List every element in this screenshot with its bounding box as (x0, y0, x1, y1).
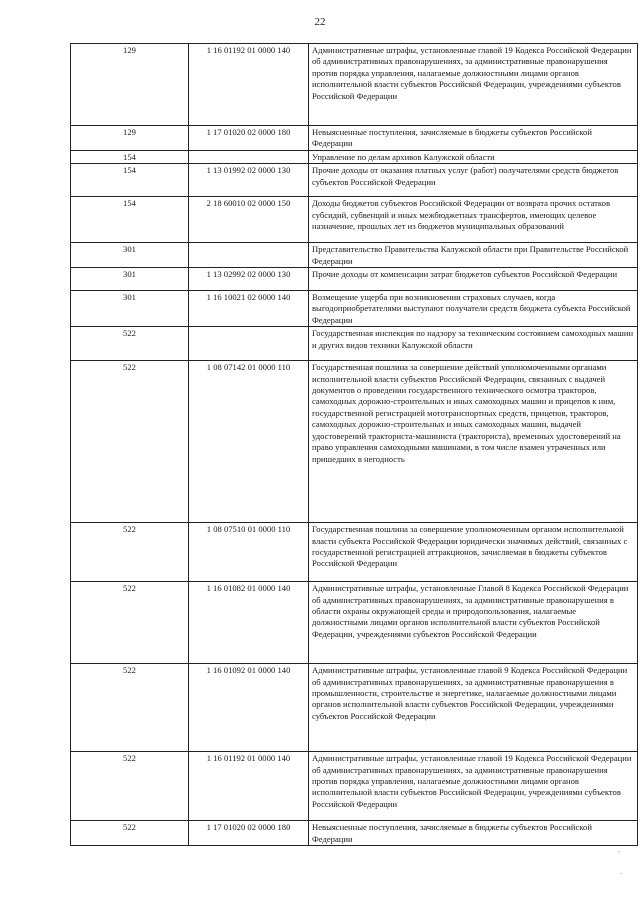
budget-code-cell (189, 327, 309, 361)
table-row (71, 752, 638, 821)
table-row (71, 44, 638, 126)
admin-code-cell: 301 (71, 243, 189, 268)
table-row (71, 268, 638, 291)
table-row (71, 164, 638, 197)
admin-code-cell: 301 (71, 291, 189, 327)
revenue-name-cell: Невыясненные поступления, зачисляемые в бюджеты субъектов Российской Федерации (309, 126, 638, 151)
admin-code-cell: 522 (71, 664, 189, 752)
scan-artifact: · (618, 848, 621, 856)
table-row (71, 821, 638, 846)
table-row (71, 664, 638, 752)
admin-code-cell: 301 (71, 268, 189, 291)
budget-code-cell (189, 150, 309, 163)
revenue-name-cell: Административные штрафы, установленные Главой 8 Кодекса Российской Федерации об административных правонарушениях, за административные правонарушения в области охраны окружающей среды и природопользования, налагаемые должностными лицами органов исполнительной власти субъектов Российской Федерации, учреждениями субъектов Российской Федерации (309, 582, 638, 664)
revenue-name-cell: Прочие доходы от компенсации затрат бюджетов субъектов Российской Федерации (309, 268, 638, 291)
revenue-name-cell: Административные штрафы, установленные главой 19 Кодекса Российской Федерации об административных правонарушениях, за административные правонарушения против порядка управления, налагаемые должностными лицами органов исполнительной власти субъектов Российской Федерации, учреждениями субъектов Российской Федерации (309, 752, 638, 821)
admin-code-cell: 522 (71, 523, 189, 582)
revenue-name-cell: Административные штрафы, установленные главой 9 Кодекса Российской Федерации об административных правонарушениях, за административные правонарушения в промышленности, строительстве и энергетике, налагаемые должностными лицами органов исполнительной власти субъектов Российской Федерации, учреждениями субъектов Российской Федерации (309, 664, 638, 752)
table-row (71, 126, 638, 151)
budget-code-cell: 1 08 07142 01 0000 110 (189, 361, 309, 523)
table-row (71, 582, 638, 664)
table-row (71, 150, 638, 163)
revenue-name-cell: Доходы бюджетов субъектов Российской Федерации от возврата прочих остатков субсидий, субвенций и иных межбюджетных трансфертов, имеющих целевое назначение, прошлых лет из бюджетов муниципальных образований (309, 197, 638, 243)
revenue-name-cell: Административные штрафы, установленные главой 19 Кодекса Российской Федерации об административных правонарушениях, за административные правонарушения против порядка управления, налагаемые должностными лицами органов исполнительной власти субъектов Российской Федерации, учреждениями субъектов Российской Федерации (309, 44, 638, 126)
admin-code-cell: 154 (71, 150, 189, 163)
table-body (71, 44, 638, 846)
budget-code-cell: 2 18 60010 02 0000 150 (189, 197, 309, 243)
table-row (71, 291, 638, 327)
budget-code-cell: 1 16 01092 01 0000 140 (189, 664, 309, 752)
revenue-name-cell: Невыясненные поступления, зачисляемые в бюджеты субъектов Российской Федерации (309, 821, 638, 846)
admin-code-cell: 522 (71, 752, 189, 821)
revenue-name-cell: Государственная пошлина за совершение уполномоченным органом исполнительной власти субъекта Российской Федерации юридически значимых действий, связанных с государственной регистрацией аттракционов, зачисляемая в бюджеты субъектов Российской Федерации (309, 523, 638, 582)
table-row (71, 361, 638, 523)
revenue-name-cell: Прочие доходы от оказания платных услуг (работ) получателями средств бюджетов субъектов Российской Федерации (309, 164, 638, 197)
revenue-name-cell: Возмещение ущерба при возникновении страховых случаев, когда выгодоприобретателями выступают получатели средств бюджета субъекта Российской Федерации (309, 291, 638, 327)
budget-code-cell: 1 08 07510 01 0000 110 (189, 523, 309, 582)
revenue-name-cell: Государственная пошлина за совершение действий уполномоченными органами исполнительной власти субъектов Российской Федерации, связанных с выдачей документов о проведении государственного технического осмотра тракторов, самоходных дорожно-строительных и иных самоходных машин и прицепов к ним, государственной регистрацией мототранспортных средств, прицепов, тракторов, самоходных дорожно-строительных и иных самоходных машин, выдачей удостоверений тракториста-машиниста (тракториста), временных удостоверений на право управления самоходными машинами, в том числе взамен утраченных или пришедших в негодность (309, 361, 638, 523)
budget-code-cell: 1 13 02992 02 0000 130 (189, 268, 309, 291)
table-row (71, 523, 638, 582)
budget-code-cell (189, 243, 309, 268)
page-number: 22 (314, 16, 326, 28)
admin-code-cell: 522 (71, 821, 189, 846)
revenue-codes-table (70, 43, 638, 846)
admin-code-cell: 522 (71, 582, 189, 664)
budget-code-cell: 1 16 01082 01 0000 140 (189, 582, 309, 664)
admin-code-cell: 522 (71, 327, 189, 361)
admin-code-cell: 154 (71, 164, 189, 197)
admin-code-cell: 129 (71, 126, 189, 151)
admin-code-cell: 129 (71, 44, 189, 126)
table-row (71, 197, 638, 243)
budget-code-cell: 1 16 10021 02 0000 140 (189, 291, 309, 327)
budget-code-cell: 1 13 01992 02 0000 130 (189, 164, 309, 197)
budget-code-cell: 1 17 01020 02 0000 180 (189, 126, 309, 151)
admin-code-cell: 154 (71, 197, 189, 243)
revenue-name-cell: Государственная инспекция по надзору за техническим состоянием самоходных машин и других видов техники Калужской области (309, 327, 638, 361)
revenue-name-cell: Управление по делам архивов Калужской области (309, 150, 638, 163)
admin-code-cell: 522 (71, 361, 189, 523)
table-row (71, 327, 638, 361)
budget-code-cell: 1 17 01020 02 0000 180 (189, 821, 309, 846)
budget-code-cell: 1 16 01192 01 0000 140 (189, 752, 309, 821)
budget-code-cell: 1 16 01192 01 0000 140 (189, 44, 309, 126)
scan-artifact: · (620, 870, 623, 878)
revenue-name-cell: Представительство Правительства Калужской области при Правительстве Российской Федерации (309, 243, 638, 268)
table-row (71, 243, 638, 268)
